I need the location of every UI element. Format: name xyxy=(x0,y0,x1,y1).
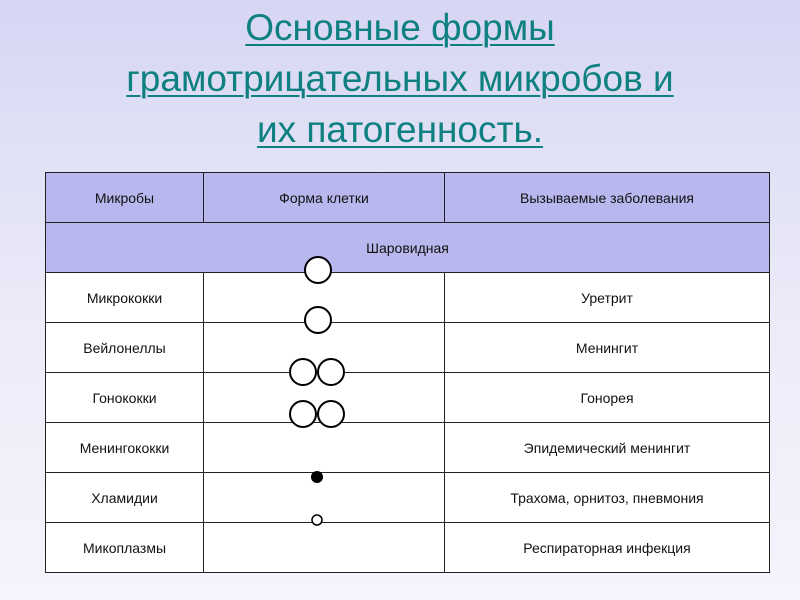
title-line-3: их патогенность. xyxy=(256,109,544,150)
disease-name: Менингит xyxy=(445,323,770,373)
title-line-2: грамотрицательных микробов и xyxy=(126,58,674,99)
table-row xyxy=(46,273,770,323)
title-line-1: Основные формы xyxy=(245,7,555,48)
shape-cell xyxy=(204,323,445,373)
slide-title xyxy=(0,2,800,155)
microbe-name: Вейлонеллы xyxy=(46,323,204,373)
disease-name: Эпидемический менингит xyxy=(445,423,770,473)
table-row xyxy=(46,323,770,373)
shape-cell xyxy=(204,473,445,523)
microbe-name: Микрококки xyxy=(46,273,204,323)
table-row xyxy=(46,423,770,473)
header-diseases: Вызываемые заболевания xyxy=(445,173,770,223)
shape-cell xyxy=(204,523,445,573)
table-row xyxy=(46,373,770,423)
microbe-name: Гонококки xyxy=(46,373,204,423)
disease-name: Гонорея xyxy=(445,373,770,423)
shape-cell xyxy=(204,373,445,423)
group-row xyxy=(46,223,770,273)
microbe-name: Микоплазмы xyxy=(46,523,204,573)
table-header-row xyxy=(46,173,770,223)
disease-name: Респираторная инфекция xyxy=(445,523,770,573)
microbes-table xyxy=(45,172,770,573)
header-microbes: Микробы xyxy=(46,173,204,223)
shape-cell xyxy=(204,273,445,323)
microbe-name: Хламидии xyxy=(46,473,204,523)
table-row xyxy=(46,473,770,523)
disease-name: Трахома, орнитоз, пневмония xyxy=(445,473,770,523)
group-label: Шаровидная xyxy=(46,223,770,273)
disease-name: Уретрит xyxy=(445,273,770,323)
table-row xyxy=(46,523,770,573)
shape-cell xyxy=(204,423,445,473)
microbe-name: Менингококки xyxy=(46,423,204,473)
header-cell-shape: Форма клетки xyxy=(204,173,445,223)
